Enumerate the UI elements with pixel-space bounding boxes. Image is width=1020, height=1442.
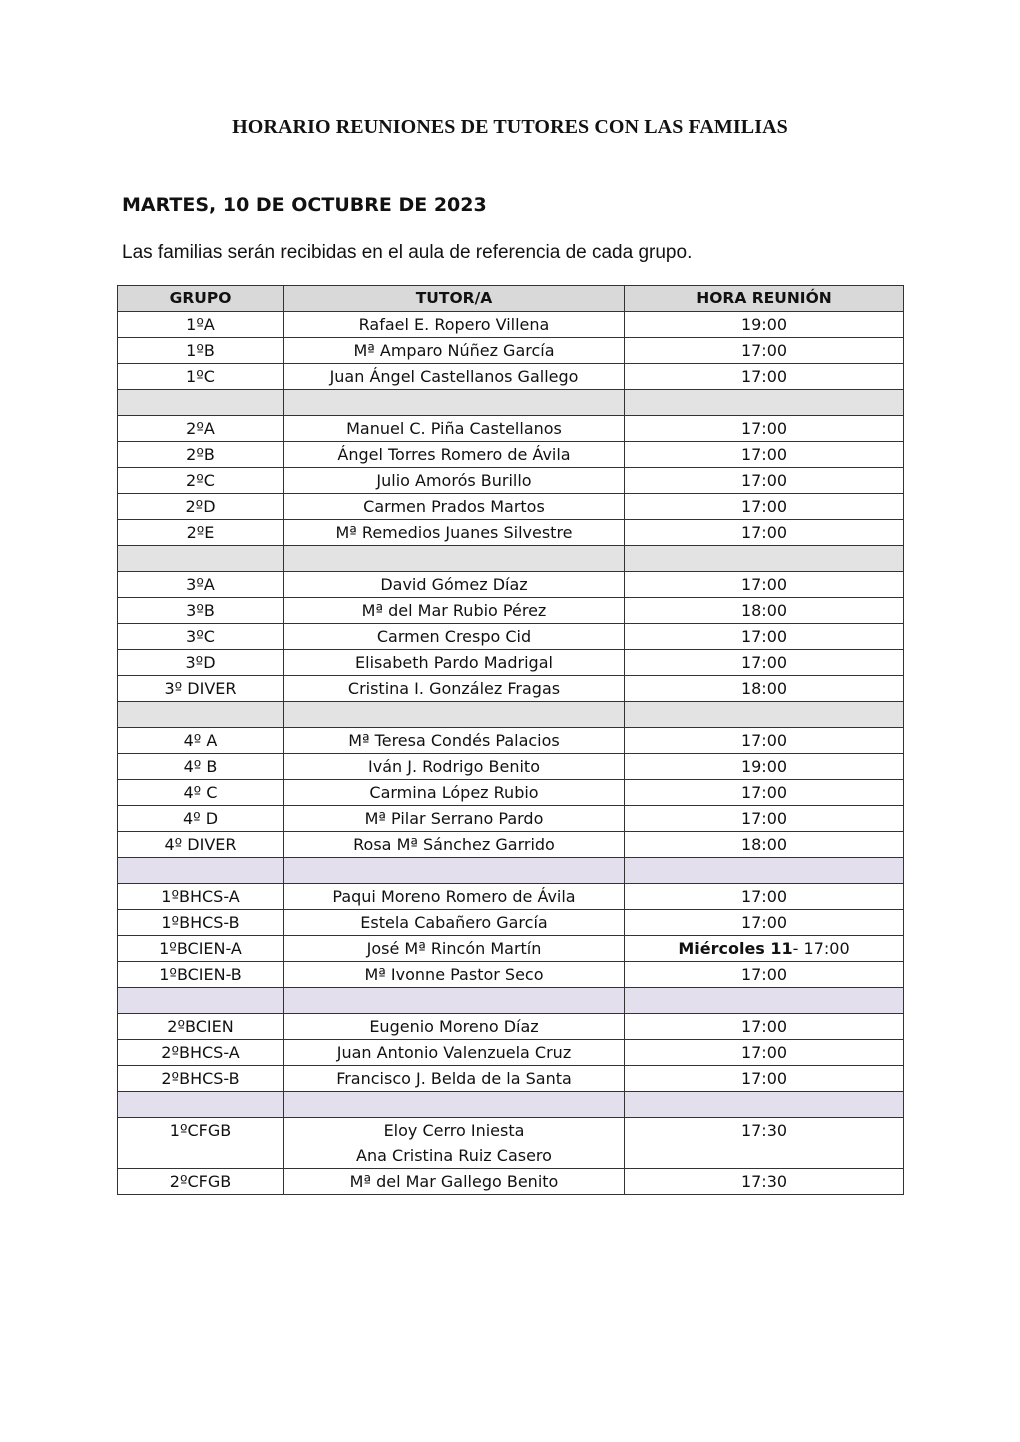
cell-grupo: 3ºC bbox=[118, 624, 284, 650]
cell-hora: 19:00 bbox=[625, 312, 904, 338]
cell-hora: 17:00 bbox=[625, 650, 904, 676]
cell-hora: 18:00 bbox=[625, 676, 904, 702]
intro-text: Las familias serán recibidas en el aula de referencia de cada grupo. bbox=[122, 242, 693, 263]
cell-tutor: Juan Ángel Castellanos Gallego bbox=[284, 364, 625, 390]
table-row bbox=[118, 598, 904, 624]
cell-tutor: Paqui Moreno Romero de Ávila bbox=[284, 884, 625, 910]
cell-hora: 17:00 bbox=[625, 1040, 904, 1066]
cell-hora: 17:00 bbox=[625, 884, 904, 910]
cell-hora bbox=[625, 936, 904, 962]
cell-tutor: Carmina López Rubio bbox=[284, 780, 625, 806]
cell-tutor: Carmen Crespo Cid bbox=[284, 624, 625, 650]
cell-tutor: Mª Remedios Juanes Silvestre bbox=[284, 520, 625, 546]
table-row bbox=[118, 338, 904, 364]
cell-tutor: Elisabeth Pardo Madrigal bbox=[284, 650, 625, 676]
cell-grupo: 2ºBHCS-A bbox=[118, 1040, 284, 1066]
header-grupo: GRUPO bbox=[118, 286, 284, 312]
cell-tutor: José Mª Rincón Martín bbox=[284, 936, 625, 962]
cell-grupo: 2ºBCIEN bbox=[118, 1014, 284, 1040]
cell-hora: 17:00 bbox=[625, 780, 904, 806]
table-row bbox=[118, 364, 904, 390]
cell-hora: 17:00 bbox=[625, 468, 904, 494]
cell-hora: 17:00 bbox=[625, 442, 904, 468]
separator-row bbox=[118, 858, 904, 884]
table-row bbox=[118, 910, 904, 936]
cell-hora: 17:00 bbox=[625, 364, 904, 390]
meeting-date: MARTES, 10 DE OCTUBRE DE 2023 bbox=[122, 194, 487, 216]
cell-grupo: 3ºD bbox=[118, 650, 284, 676]
table-row bbox=[118, 650, 904, 676]
cell-tutor: Rosa Mª Sánchez Garrido bbox=[284, 832, 625, 858]
cell-tutor: Estela Cabañero García bbox=[284, 910, 625, 936]
cell-hora: 17:00 bbox=[625, 1066, 904, 1092]
cell-tutor: Mª Pilar Serrano Pardo bbox=[284, 806, 625, 832]
table-row bbox=[118, 806, 904, 832]
cell-tutor: Mª Teresa Condés Palacios bbox=[284, 728, 625, 754]
table-row bbox=[118, 962, 904, 988]
cell-tutor: Cristina I. González Fragas bbox=[284, 676, 625, 702]
cell-tutor: Mª del Mar Rubio Pérez bbox=[284, 598, 625, 624]
document-title: HORARIO REUNIONES DE TUTORES CON LAS FAMILIAS bbox=[232, 116, 788, 138]
cell-hora: 17:00 bbox=[625, 494, 904, 520]
separator-row bbox=[118, 988, 904, 1014]
tutor-name-2: Ana Cristina Ruiz Casero bbox=[356, 1146, 552, 1165]
cell-hora: 17:00 bbox=[625, 520, 904, 546]
table-row bbox=[118, 884, 904, 910]
table-header-row bbox=[118, 286, 904, 312]
table-row bbox=[118, 1169, 904, 1195]
cell-hora: 17:00 bbox=[625, 624, 904, 650]
cell-tutor: Rafael E. Ropero Villena bbox=[284, 312, 625, 338]
cell-grupo: 3º DIVER bbox=[118, 676, 284, 702]
cell-tutor: Eugenio Moreno Díaz bbox=[284, 1014, 625, 1040]
table-row bbox=[118, 442, 904, 468]
cell-hora: 19:00 bbox=[625, 754, 904, 780]
cell-grupo: 4º C bbox=[118, 780, 284, 806]
table-row bbox=[118, 1040, 904, 1066]
cell-grupo: 1ºBHCS-B bbox=[118, 910, 284, 936]
cell-grupo: 3ºA bbox=[118, 572, 284, 598]
cell-tutor: Ángel Torres Romero de Ávila bbox=[284, 442, 625, 468]
cell-grupo: 2ºC bbox=[118, 468, 284, 494]
table-row bbox=[118, 728, 904, 754]
cell-grupo: 2ºA bbox=[118, 416, 284, 442]
cell-hora: 17:00 bbox=[625, 1014, 904, 1040]
cell-grupo: 1ºBHCS-A bbox=[118, 884, 284, 910]
cell-grupo: 2ºBHCS-B bbox=[118, 1066, 284, 1092]
cell-tutor bbox=[284, 1118, 625, 1169]
separator-row bbox=[118, 702, 904, 728]
header-tutor: TUTOR/A bbox=[284, 286, 625, 312]
cell-grupo: 1ºB bbox=[118, 338, 284, 364]
table-row bbox=[118, 624, 904, 650]
cell-hora: 17:30 bbox=[625, 1118, 904, 1169]
cell-hora: 17:00 bbox=[625, 572, 904, 598]
cell-tutor: Mª Amparo Núñez García bbox=[284, 338, 625, 364]
table-row bbox=[118, 754, 904, 780]
table-row bbox=[118, 1014, 904, 1040]
tutor-name-1: Eloy Cerro Iniesta bbox=[383, 1121, 525, 1140]
cell-tutor: Francisco J. Belda de la Santa bbox=[284, 1066, 625, 1092]
table-row bbox=[118, 416, 904, 442]
schedule-table bbox=[117, 285, 904, 1195]
table-row bbox=[118, 312, 904, 338]
hora-time-label: - 17:00 bbox=[792, 939, 850, 958]
cell-grupo: 1ºBCIEN-B bbox=[118, 962, 284, 988]
cell-hora: 18:00 bbox=[625, 832, 904, 858]
cell-hora: 17:00 bbox=[625, 416, 904, 442]
cell-hora: 18:00 bbox=[625, 598, 904, 624]
separator-row bbox=[118, 1092, 904, 1118]
table-row bbox=[118, 494, 904, 520]
hora-day-label: Miércoles 11 bbox=[678, 939, 793, 958]
table-row bbox=[118, 1066, 904, 1092]
cell-tutor: Juan Antonio Valenzuela Cruz bbox=[284, 1040, 625, 1066]
table-row bbox=[118, 832, 904, 858]
cell-hora: 17:30 bbox=[625, 1169, 904, 1195]
cell-grupo: 4º A bbox=[118, 728, 284, 754]
cell-grupo: 2ºCFGB bbox=[118, 1169, 284, 1195]
cell-tutor: Manuel C. Piña Castellanos bbox=[284, 416, 625, 442]
table-row bbox=[118, 468, 904, 494]
cell-tutor: Mª del Mar Gallego Benito bbox=[284, 1169, 625, 1195]
cell-tutor: Carmen Prados Martos bbox=[284, 494, 625, 520]
table-row bbox=[118, 936, 904, 962]
cell-hora: 17:00 bbox=[625, 806, 904, 832]
cell-tutor: David Gómez Díaz bbox=[284, 572, 625, 598]
cell-grupo: 2ºB bbox=[118, 442, 284, 468]
cell-hora: 17:00 bbox=[625, 728, 904, 754]
cell-hora: 17:00 bbox=[625, 910, 904, 936]
header-hora: HORA REUNIÓN bbox=[625, 286, 904, 312]
cell-hora: 17:00 bbox=[625, 962, 904, 988]
table-row bbox=[118, 780, 904, 806]
table-row bbox=[118, 520, 904, 546]
cell-tutor: Iván J. Rodrigo Benito bbox=[284, 754, 625, 780]
cell-grupo: 1ºA bbox=[118, 312, 284, 338]
cell-grupo: 4º D bbox=[118, 806, 284, 832]
cell-grupo: 3ºB bbox=[118, 598, 284, 624]
cell-tutor: Mª Ivonne Pastor Seco bbox=[284, 962, 625, 988]
cell-grupo: 1ºCFGB bbox=[118, 1118, 284, 1169]
cell-grupo: 2ºE bbox=[118, 520, 284, 546]
table-row bbox=[118, 676, 904, 702]
table-row bbox=[118, 1118, 904, 1169]
cell-grupo: 2ºD bbox=[118, 494, 284, 520]
table-row bbox=[118, 572, 904, 598]
cell-grupo: 4º DIVER bbox=[118, 832, 284, 858]
cell-hora: 17:00 bbox=[625, 338, 904, 364]
separator-row bbox=[118, 546, 904, 572]
cell-grupo: 4º B bbox=[118, 754, 284, 780]
separator-row bbox=[118, 390, 904, 416]
cell-tutor: Julio Amorós Burillo bbox=[284, 468, 625, 494]
cell-grupo: 1ºC bbox=[118, 364, 284, 390]
cell-grupo: 1ºBCIEN-A bbox=[118, 936, 284, 962]
